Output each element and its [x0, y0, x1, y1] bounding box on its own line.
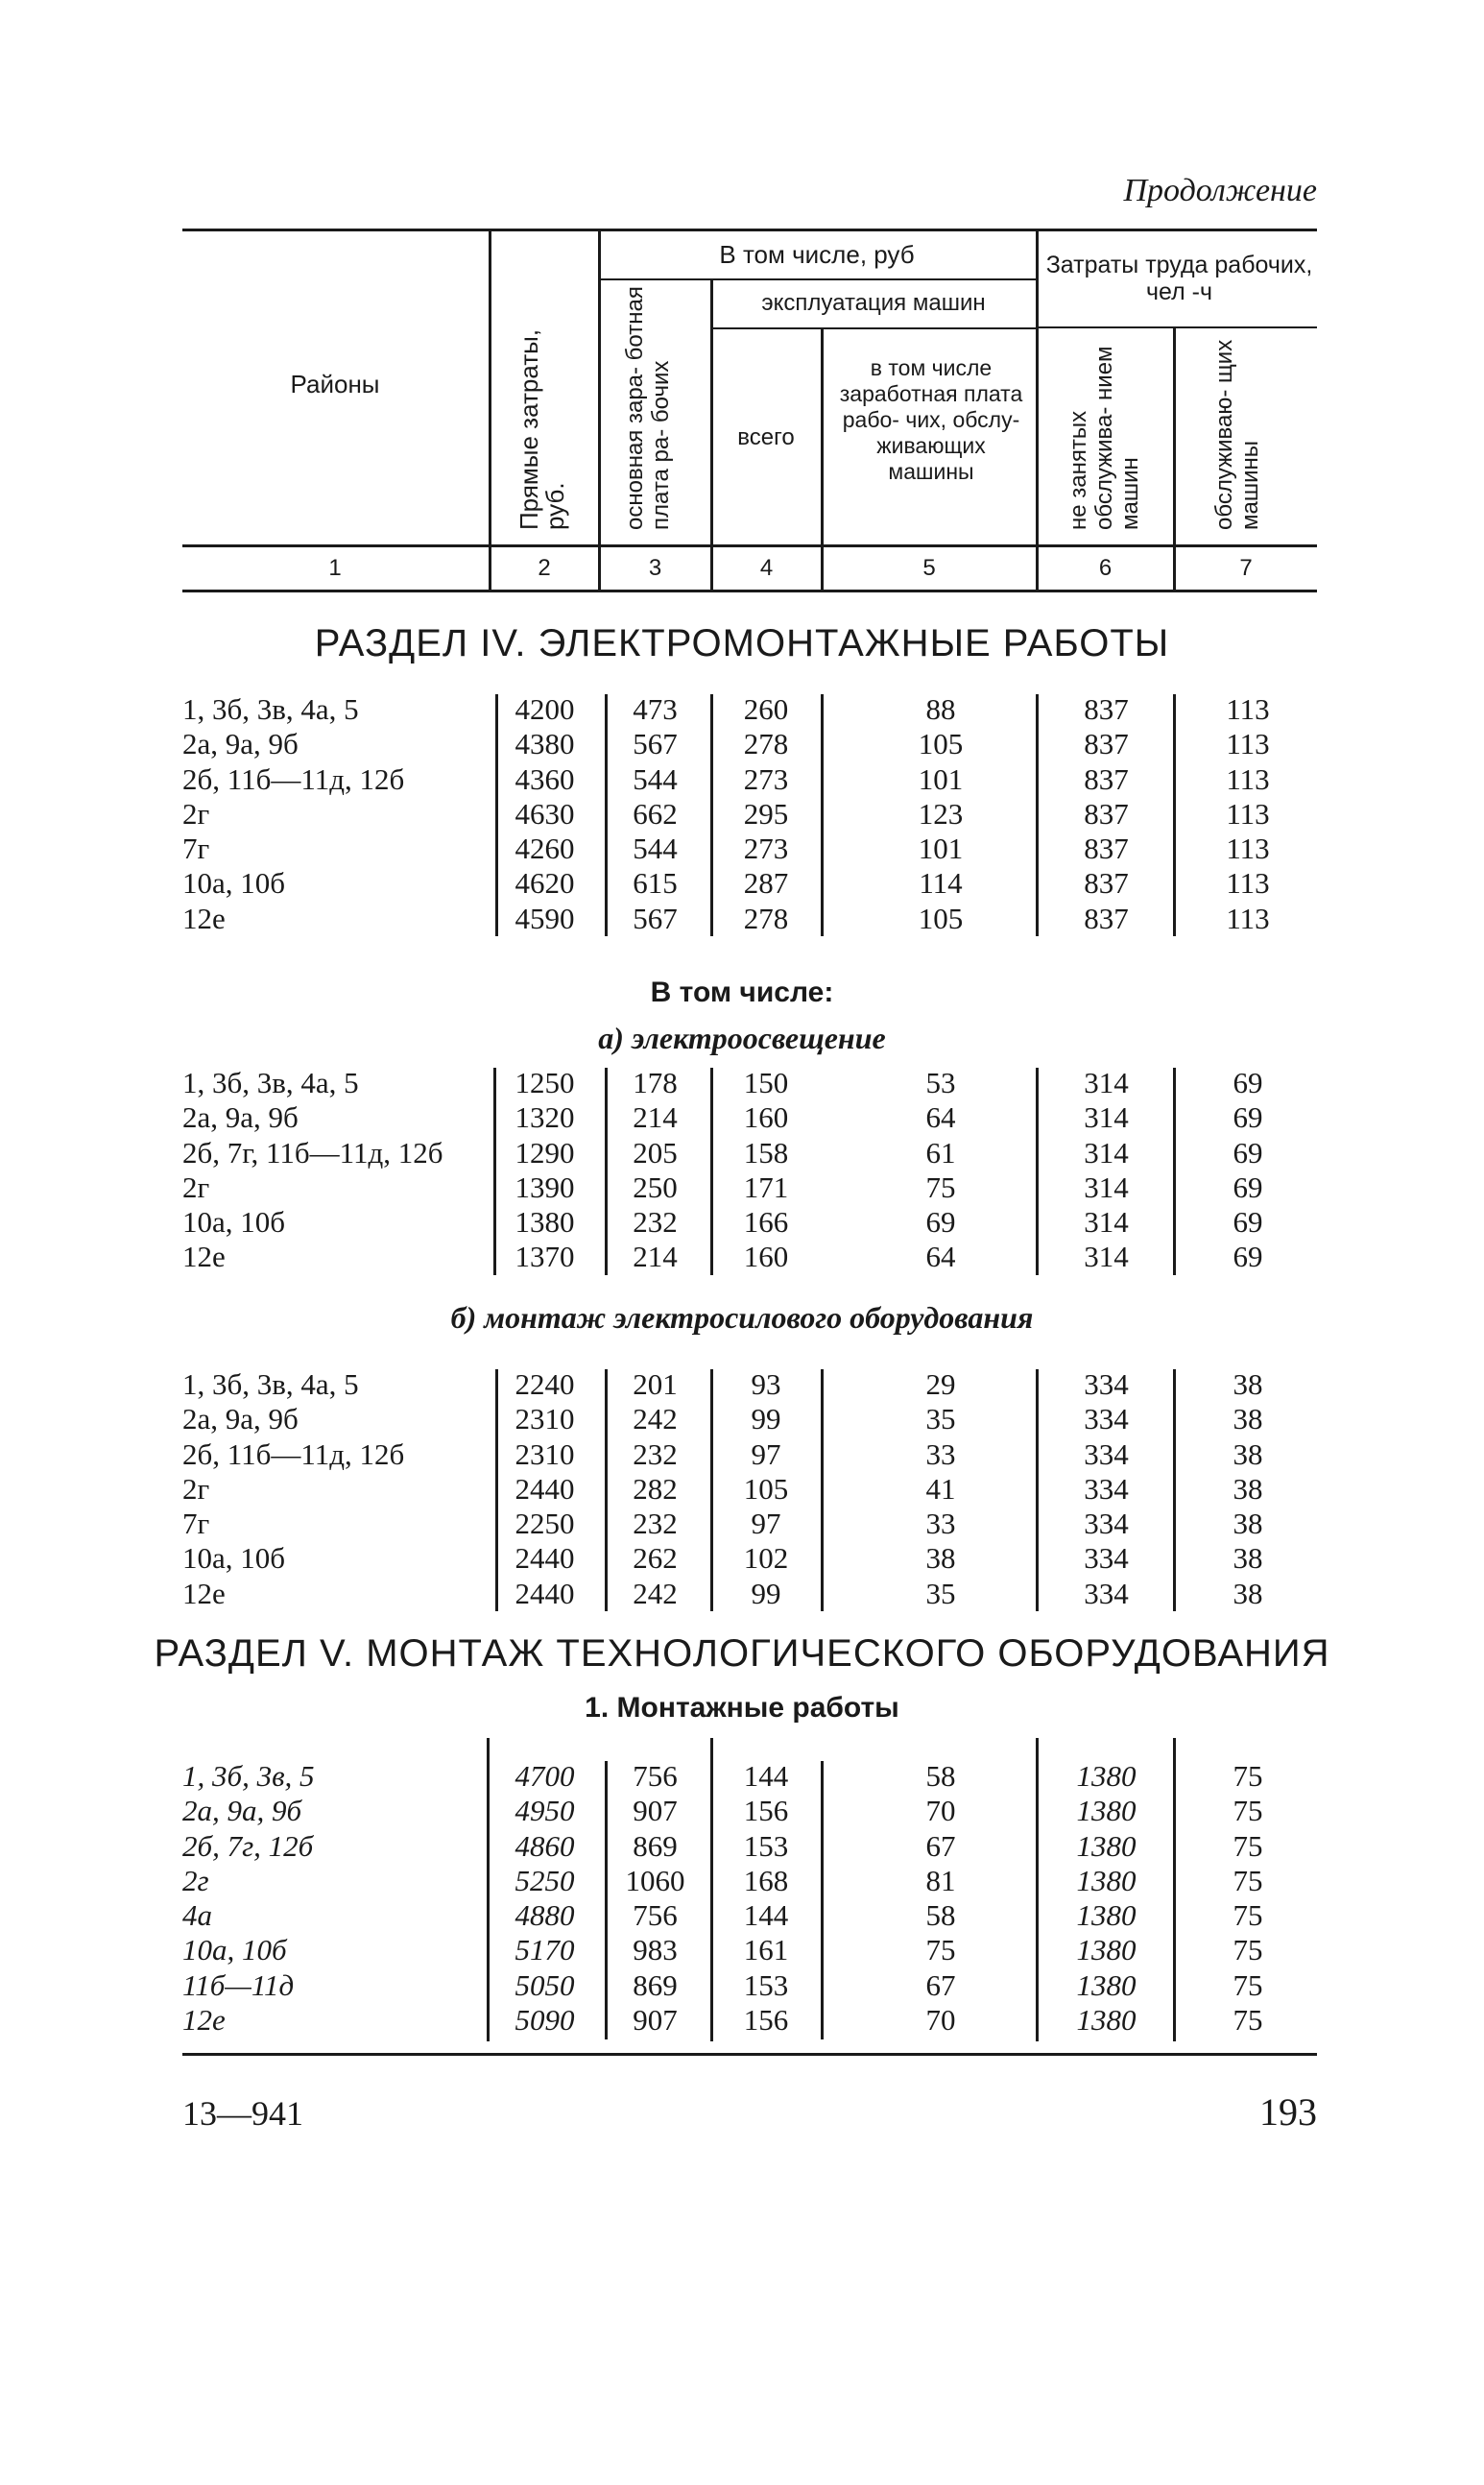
value-cell-col5: 88 — [925, 692, 956, 726]
subheader-rule-3 — [1036, 326, 1317, 328]
rayon-cell: 10а, 10б — [182, 1541, 286, 1576]
value-cell-col5: 105 — [918, 727, 964, 761]
value-cell-col6: 1380 — [1076, 2003, 1137, 2038]
value-cell-col2: 5250 — [515, 1863, 575, 1897]
rayon-cell: 2г — [182, 1863, 209, 1897]
value-cell-col6: 837 — [1084, 761, 1129, 796]
value-cell-col2: 1290 — [515, 1135, 575, 1170]
value-cell-col2: 5050 — [515, 1967, 575, 2002]
value-cell-col6: 314 — [1084, 1100, 1129, 1135]
header-ekspluatatsiya: эксплуатация машин — [761, 290, 986, 316]
table-row — [0, 1933, 1484, 1967]
colnum-7: 7 — [1239, 555, 1253, 581]
value-cell-col4: 273 — [743, 761, 789, 796]
header-rayony: Районы — [290, 370, 380, 398]
value-cell-col5: 38 — [925, 1541, 956, 1576]
table-row — [0, 1759, 1484, 1794]
table-row — [0, 1402, 1484, 1436]
value-cell-col3: 242 — [633, 1576, 678, 1610]
section4-table — [0, 692, 1484, 936]
value-cell-col5: 101 — [918, 761, 964, 796]
value-cell-col5: 70 — [925, 2003, 956, 2038]
rayon-cell: 2б, 7г, 12б — [182, 1828, 314, 1863]
value-cell-col2: 2440 — [515, 1576, 575, 1610]
value-cell-col2: 4360 — [515, 761, 575, 796]
rayon-cell: 10а, 10б — [182, 1933, 287, 1967]
table-row — [0, 1864, 1484, 1898]
value-cell-col5: 67 — [925, 1967, 956, 2002]
value-cell-col6: 314 — [1084, 1240, 1129, 1274]
table-row — [0, 1170, 1484, 1205]
value-cell-col2: 4860 — [515, 1828, 575, 1863]
value-cell-col2: 4630 — [515, 796, 575, 831]
value-cell-col5: 105 — [918, 901, 964, 935]
section5-title: РАЗДЕЛ V. МОНТАЖ ТЕХНОЛОГИЧЕСКОГО ОБОРУДОВАНИЯ — [154, 1632, 1330, 1675]
value-cell-col4: 278 — [743, 901, 789, 935]
header-osnovnaya: основная зара- ботная плата ра- бочих — [622, 286, 674, 530]
colnum-6: 6 — [1098, 555, 1113, 581]
value-cell-col7: 75 — [1233, 1898, 1263, 1933]
table-row — [0, 1541, 1484, 1576]
table-row — [0, 1577, 1484, 1611]
value-cell-col4: 273 — [743, 832, 789, 866]
rayon-cell: 2б, 11б—11д, 12б — [182, 1436, 405, 1471]
rayon-cell: 12е — [182, 2003, 226, 2038]
value-cell-col4: 156 — [743, 1794, 789, 1828]
value-cell-col2: 4700 — [515, 1759, 575, 1793]
value-cell-col4: 166 — [743, 1205, 789, 1240]
subheader-rule-1 — [598, 278, 1036, 280]
header-zatraty-truda: Затраты труда рабочих, чел -ч — [1045, 252, 1313, 305]
rayon-cell: 1, 3б, 3в, 4а, 5 — [182, 1367, 359, 1401]
rayon-cell: 1, 3б, 3в, 4а, 5 — [182, 692, 359, 726]
colnum-4: 4 — [759, 555, 774, 581]
rayon-cell: 2г — [182, 796, 210, 831]
value-cell-col6: 334 — [1084, 1436, 1129, 1471]
rayon-cell: 2а, 9а, 9б — [182, 727, 299, 761]
value-cell-col4: 93 — [751, 1367, 781, 1401]
subsection-b-title: б) монтаж электросилового оборудования — [450, 1300, 1034, 1335]
table-row — [0, 1136, 1484, 1170]
rayon-cell: 10а, 10б — [182, 866, 286, 901]
value-cell-col2: 2240 — [515, 1367, 575, 1401]
rayon-cell: 12е — [182, 1240, 226, 1274]
value-cell-col7: 69 — [1233, 1170, 1263, 1204]
rayon-cell: 11б—11д — [182, 1967, 295, 2002]
value-cell-col4: 287 — [743, 866, 789, 901]
value-cell-col2: 4260 — [515, 832, 575, 866]
value-cell-col7: 75 — [1233, 1967, 1263, 2002]
value-cell-col3: 983 — [633, 1933, 678, 1967]
value-cell-col6: 334 — [1084, 1576, 1129, 1610]
value-cell-col2: 4620 — [515, 866, 575, 901]
header-vline-4 — [821, 328, 824, 591]
header-vline-6 — [1173, 328, 1176, 591]
value-cell-col4: 161 — [743, 1933, 789, 1967]
value-cell-col6: 837 — [1084, 727, 1129, 761]
section5-table — [0, 1759, 1484, 2038]
table-row — [0, 1100, 1484, 1135]
table-row — [0, 902, 1484, 936]
value-cell-col6: 334 — [1084, 1507, 1129, 1541]
value-cell-col5: 69 — [925, 1205, 956, 1240]
value-cell-col6: 837 — [1084, 901, 1129, 935]
value-cell-col5: 35 — [925, 1402, 956, 1436]
value-cell-col5: 53 — [925, 1066, 956, 1099]
table-row — [0, 832, 1484, 866]
value-cell-col7: 69 — [1233, 1100, 1263, 1135]
header-vsego: всего — [737, 424, 795, 450]
colnum-3: 3 — [648, 555, 662, 581]
value-cell-col6: 334 — [1084, 1402, 1129, 1436]
rayon-cell: 7г — [182, 1507, 210, 1541]
value-cell-col2: 4380 — [515, 727, 575, 761]
value-cell-col6: 334 — [1084, 1367, 1129, 1401]
header-ne-zanyatyh: не занятых обслужива- нием машин — [1065, 346, 1143, 530]
value-cell-col4: 160 — [743, 1100, 789, 1135]
rayon-cell: 12е — [182, 901, 226, 935]
value-cell-col3: 232 — [633, 1436, 678, 1471]
value-cell-col7: 113 — [1226, 901, 1270, 935]
rayon-cell: 2а, 9а, 9б — [182, 1794, 302, 1828]
value-cell-col6: 1380 — [1076, 1967, 1137, 2002]
value-cell-col2: 2440 — [515, 1541, 575, 1576]
value-cell-col6: 1380 — [1076, 1898, 1137, 1933]
rayon-cell: 1, 3б, 3в, 5 — [182, 1759, 315, 1793]
value-cell-col3: 205 — [633, 1135, 678, 1170]
value-cell-col3: 214 — [633, 1100, 678, 1135]
value-cell-col6: 314 — [1084, 1205, 1129, 1240]
subsection-a-table — [0, 1066, 1484, 1275]
rayon-cell: 2г — [182, 1471, 210, 1506]
value-cell-col7: 75 — [1233, 1828, 1263, 1863]
table-row — [0, 1240, 1484, 1274]
rayon-cell: 2г — [182, 1170, 210, 1204]
value-cell-col3: 250 — [633, 1170, 678, 1204]
value-cell-col7: 75 — [1233, 1794, 1263, 1828]
value-cell-col6: 1380 — [1076, 1863, 1137, 1897]
value-cell-col3: 282 — [633, 1471, 678, 1506]
value-cell-col6: 314 — [1084, 1170, 1129, 1204]
value-cell-col2: 5090 — [515, 2003, 575, 2038]
value-cell-col3: 907 — [633, 1794, 678, 1828]
value-cell-col5: 64 — [925, 1240, 956, 1274]
value-cell-col7: 113 — [1226, 692, 1270, 726]
value-cell-col5: 41 — [925, 1471, 956, 1506]
value-cell-col3: 567 — [633, 901, 678, 935]
rayon-cell: 12е — [182, 1576, 226, 1610]
value-cell-col4: 158 — [743, 1135, 789, 1170]
value-cell-col4: 160 — [743, 1240, 789, 1274]
value-cell-col7: 38 — [1233, 1507, 1263, 1541]
value-cell-col4: 156 — [743, 2003, 789, 2038]
header-vline-1 — [489, 230, 491, 591]
value-cell-col7: 69 — [1233, 1066, 1263, 1099]
rayon-cell: 2а, 9а, 9б — [182, 1402, 299, 1436]
value-cell-col6: 837 — [1084, 692, 1129, 726]
value-cell-col6: 837 — [1084, 832, 1129, 866]
value-cell-col7: 69 — [1233, 1135, 1263, 1170]
value-cell-col5: 58 — [925, 1898, 956, 1933]
value-cell-col3: 232 — [633, 1205, 678, 1240]
value-cell-col6: 837 — [1084, 796, 1129, 831]
table-row — [0, 762, 1484, 797]
header-zarplata-mash: в том числе заработная плата рабо- чих, обслу- живающих машины — [839, 355, 1023, 484]
subheader-rule-2 — [710, 327, 1036, 329]
continuation-label: Продолжение — [1123, 173, 1317, 208]
header-vline-5 — [1036, 230, 1039, 591]
rayon-cell: 2б, 11б—11д, 12б — [182, 761, 405, 796]
value-cell-col7: 38 — [1233, 1471, 1263, 1506]
value-cell-col7: 38 — [1233, 1402, 1263, 1436]
rayon-cell: 1, 3б, 3в, 4а, 5 — [182, 1066, 359, 1099]
value-cell-col6: 334 — [1084, 1471, 1129, 1506]
table-row — [0, 866, 1484, 901]
value-cell-col2: 1250 — [515, 1066, 575, 1099]
value-cell-col7: 69 — [1233, 1240, 1263, 1274]
value-cell-col4: 295 — [743, 796, 789, 831]
value-cell-col3: 214 — [633, 1240, 678, 1274]
value-cell-col7: 38 — [1233, 1541, 1263, 1576]
table-bottom-rule — [182, 2053, 1317, 2056]
value-cell-col3: 615 — [633, 866, 678, 901]
value-cell-col4: 168 — [743, 1863, 789, 1897]
table-row — [0, 2003, 1484, 2038]
value-cell-col3: 567 — [633, 727, 678, 761]
value-cell-col2: 5170 — [515, 1933, 575, 1967]
value-cell-col3: 544 — [633, 761, 678, 796]
table-row — [0, 727, 1484, 761]
value-cell-col7: 38 — [1233, 1436, 1263, 1471]
value-cell-col3: 242 — [633, 1402, 678, 1436]
value-cell-col7: 75 — [1233, 1759, 1263, 1793]
value-cell-col7: 75 — [1233, 1933, 1263, 1967]
value-cell-col2: 4880 — [515, 1898, 575, 1933]
value-cell-col7: 75 — [1233, 2003, 1263, 2038]
footer-code: 13—941 — [182, 2094, 303, 2133]
value-cell-col5: 35 — [925, 1576, 956, 1610]
value-cell-col3: 201 — [633, 1367, 678, 1401]
value-cell-col4: 278 — [743, 727, 789, 761]
value-cell-col6: 837 — [1084, 866, 1129, 901]
table-row — [0, 1829, 1484, 1864]
value-cell-col3: 262 — [633, 1541, 678, 1576]
table-row — [0, 692, 1484, 727]
colnum-bottom-rule — [182, 590, 1317, 592]
header-pryamye: Прямые затраты, руб. — [515, 328, 569, 530]
value-cell-col4: 260 — [743, 692, 789, 726]
table-row — [0, 1968, 1484, 2003]
header-v-tom-chisle: В том числе, руб — [719, 240, 915, 269]
header-vline-2 — [598, 230, 601, 591]
rayon-cell: 7г — [182, 832, 210, 866]
value-cell-col3: 756 — [633, 1898, 678, 1933]
value-cell-col7: 75 — [1233, 1863, 1263, 1897]
value-cell-col6: 1380 — [1076, 1933, 1137, 1967]
value-cell-col6: 1380 — [1076, 1794, 1137, 1828]
value-cell-col3: 232 — [633, 1507, 678, 1541]
rayon-cell: 2а, 9а, 9б — [182, 1100, 299, 1135]
value-cell-col4: 153 — [743, 1967, 789, 2002]
value-cell-col2: 2250 — [515, 1507, 575, 1541]
value-cell-col4: 171 — [743, 1170, 789, 1204]
value-cell-col7: 69 — [1233, 1205, 1263, 1240]
rayon-cell: 10а, 10б — [182, 1205, 286, 1240]
value-cell-col5: 70 — [925, 1794, 956, 1828]
value-cell-col2: 4200 — [515, 692, 575, 726]
value-cell-col5: 114 — [919, 866, 963, 901]
value-cell-col5: 58 — [925, 1759, 956, 1793]
value-cell-col7: 113 — [1226, 866, 1270, 901]
value-cell-col2: 1390 — [515, 1170, 575, 1204]
value-cell-col5: 123 — [918, 796, 964, 831]
value-cell-col2: 1320 — [515, 1100, 575, 1135]
value-cell-col3: 907 — [633, 2003, 678, 2038]
value-cell-col5: 67 — [925, 1828, 956, 1863]
value-cell-col7: 113 — [1226, 796, 1270, 831]
value-cell-col2: 4590 — [515, 901, 575, 935]
rayon-cell: 2б, 7г, 11б—11д, 12б — [182, 1135, 443, 1170]
value-cell-col4: 97 — [751, 1507, 781, 1541]
value-cell-col5: 101 — [918, 832, 964, 866]
value-cell-col3: 869 — [633, 1828, 678, 1863]
value-cell-col2: 2440 — [515, 1471, 575, 1506]
value-cell-col2: 2310 — [515, 1402, 575, 1436]
value-cell-col3: 662 — [633, 796, 678, 831]
value-cell-col6: 334 — [1084, 1541, 1129, 1576]
table-row — [0, 797, 1484, 832]
value-cell-col2: 2310 — [515, 1436, 575, 1471]
value-cell-col3: 869 — [633, 1967, 678, 2002]
value-cell-col2: 1370 — [515, 1240, 575, 1274]
value-cell-col7: 113 — [1226, 727, 1270, 761]
value-cell-col4: 144 — [743, 1759, 789, 1793]
value-cell-col5: 33 — [925, 1507, 956, 1541]
subsection-1-title: 1. Монтажные работы — [585, 1692, 899, 1724]
value-cell-col2: 4950 — [515, 1794, 575, 1828]
value-cell-col6: 1380 — [1076, 1828, 1137, 1863]
v-tom-chisle-label: В том числе: — [650, 977, 834, 1008]
header-bottom-rule — [182, 544, 1317, 547]
value-cell-col6: 314 — [1084, 1135, 1129, 1170]
table-row — [0, 1437, 1484, 1472]
subsection-a-title: а) электроосвещение — [598, 1021, 886, 1055]
header-obsluzhivayushchih: обслуживаю- щих машины — [1211, 339, 1263, 530]
value-cell-col5: 61 — [925, 1135, 956, 1170]
table-row — [0, 1472, 1484, 1507]
value-cell-col4: 144 — [743, 1898, 789, 1933]
value-cell-col3: 473 — [633, 692, 678, 726]
table-row — [0, 1794, 1484, 1828]
value-cell-col4: 150 — [743, 1066, 789, 1099]
subsection-b-table — [0, 1367, 1484, 1611]
value-cell-col6: 314 — [1084, 1066, 1129, 1099]
colnum-5: 5 — [922, 555, 936, 581]
colnum-1: 1 — [328, 555, 342, 581]
value-cell-col3: 756 — [633, 1759, 678, 1793]
value-cell-col5: 75 — [925, 1170, 956, 1204]
value-cell-col7: 38 — [1233, 1576, 1263, 1610]
rayon-cell: 4а — [182, 1898, 212, 1933]
value-cell-col4: 99 — [751, 1576, 781, 1610]
value-cell-col5: 81 — [925, 1863, 956, 1897]
value-cell-col4: 97 — [751, 1436, 781, 1471]
table-row — [0, 1367, 1484, 1402]
page-number: 193 — [1259, 2090, 1317, 2134]
value-cell-col2: 1380 — [515, 1205, 575, 1240]
colnum-2: 2 — [538, 555, 551, 581]
table-row — [0, 1205, 1484, 1240]
value-cell-col7: 113 — [1226, 832, 1270, 866]
value-cell-col4: 105 — [743, 1471, 789, 1506]
section4-title: РАЗДЕЛ IV. ЭЛЕКТРОМОНТАЖНЫЕ РАБОТЫ — [314, 622, 1170, 664]
value-cell-col4: 99 — [751, 1402, 781, 1436]
table-row — [0, 1898, 1484, 1933]
value-cell-col3: 178 — [633, 1066, 678, 1099]
value-cell-col7: 113 — [1226, 761, 1270, 796]
value-cell-col3: 1060 — [625, 1863, 685, 1897]
table-row — [0, 1507, 1484, 1541]
value-cell-col7: 38 — [1233, 1367, 1263, 1401]
header-top-rule — [182, 229, 1317, 231]
value-cell-col5: 75 — [925, 1933, 956, 1967]
value-cell-col5: 33 — [925, 1436, 956, 1471]
value-cell-col4: 153 — [743, 1828, 789, 1863]
value-cell-col4: 102 — [743, 1541, 789, 1576]
value-cell-col6: 1380 — [1076, 1759, 1137, 1793]
value-cell-col3: 544 — [633, 832, 678, 866]
table-row — [0, 1066, 1484, 1100]
value-cell-col5: 64 — [925, 1100, 956, 1135]
value-cell-col5: 29 — [925, 1367, 956, 1401]
